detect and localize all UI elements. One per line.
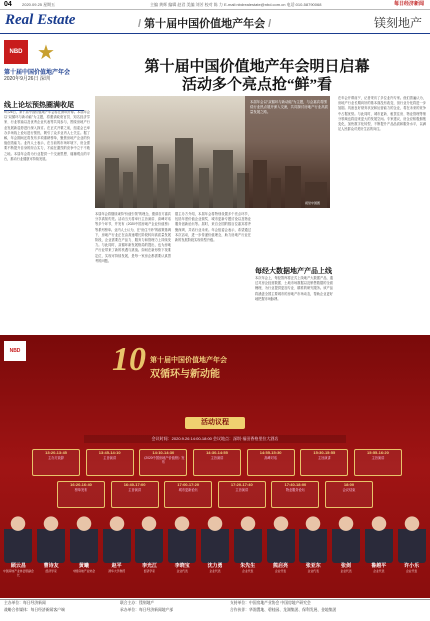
main-headline (92, 58, 422, 94)
speaker-lineup (2, 515, 428, 598)
tenth-anniversary-mark: 10 (112, 341, 146, 378)
staff-credits: 主编 黄辉 编辑 赵君 美编 刘芳 校对 陈 力 E-mail:nbdrealestate@nbd.com.cn 电话:010-58790068 (150, 2, 322, 7)
speaker-card: 许小乐 企业代表 (395, 515, 428, 598)
footer-partners: 合作伙伴：华润置地、碧桂园、龙湖集团、保利发展、金地集团 (230, 608, 337, 612)
speaker-card: 李晓宝 企业代表 (166, 515, 199, 598)
speaker-card: 张剑 企业代表 (330, 515, 363, 598)
banner-event-theme: 双循环与新动能 (150, 369, 220, 380)
banner-event-title: 第十届中国价值地产年会 (150, 357, 227, 364)
agenda-slot: 13:20-13:45 主办方致辞 (32, 449, 80, 476)
agenda-slot: 16:40-17:00 主旨演讲 (111, 481, 159, 508)
speaker-card: 熊启亮 企业代表 (264, 515, 297, 598)
speaker-card: 张亚东 企业代表 (297, 515, 330, 598)
agenda-slot: 17:20-17:40 主旨演讲 (218, 481, 266, 508)
speaker-photo (267, 515, 295, 563)
headline-line-2: 活动多个亮点抢“鲜”看 (181, 77, 332, 93)
column-2-body: 本届年会将继续秉持“价值引领”的理念，邀请各方嘉宾分享真知灼见。活动当天将举行主旨演讲、高峰对话等多个环节，并发布《2020中国房地产企业价值榜》等系列榜单。业内人士认为，在“房住不炒”的政策基调下，房地产行业正在由高速增长阶段转向高质量发展阶段，企业需要在产品力、服务力和管理力上持续发力。与此同时，双循环新发展格局的提出，也为房地产行业带来了新的机遇与挑战。如何在新形势下找准定位，实现可持续发展，是每一家房企都需要认真思考的问题。 (95, 212, 171, 263)
agenda-slot: 14:30-14:55 主旨演讲 (193, 449, 241, 476)
speaker-photo (365, 515, 393, 563)
speaker-photo (70, 515, 98, 563)
speaker-photo (234, 515, 262, 563)
agenda-slot: 15:30-15:55 主旨演讲 (300, 449, 348, 476)
agenda-slot: 17:40-18:00 物业服务论坛 (271, 481, 319, 508)
sponsor-footer (0, 599, 430, 621)
speaker-card: 鲁越平 企业代表 (362, 515, 395, 598)
footer-host: 主办单位：每日经济新闻 (4, 601, 46, 605)
column-1-title: 线上论坛预热圈满收尾 (4, 100, 84, 111)
agenda-slot: 14:10-14:30 《2020中国房地产价值榜》发布 (139, 449, 187, 476)
footer-organizer: 承办单位：每日经济新闻地产部 (120, 608, 174, 612)
agenda-slot: 16:20-16:40 榜单发布 (57, 481, 105, 508)
nbd-logo: NBD (4, 40, 28, 64)
agenda-row-1 (32, 449, 402, 476)
speaker-photo (332, 515, 360, 563)
column-3-body: 据主办方介绍，本届年会将特别设置多个亮点环节，包括年度价值企业颁奖、城市更新专题讨论以及物业服务创新论坛等。届时，来自全国的数百位嘉宾将齐聚深圳，共话行业未来。年会组委会表示，希望通过本次活动，进一步传递价值理念，助力房地产行业在新的发展阶段实现转型升级。 (175, 212, 251, 243)
column-1-body: 9月26日，第十届中国价值地产年会将在深圳开幕。本届年会以“双循环与新动能”为主题，将邀请政府官员、知名经济学家、行业领袖以及优秀企业代表等共同参与，围绕房地产行业发展新趋势进行深入探讨。在正式开幕之前，组委会已举办多场线上论坛进行预热，吸引了众多业内人士关注。据了解，年会期间还将发布多项重磅榜单，聚焦房地产企业的价值创造能力。业内人士表示，在当前的市场环境下，房企需要不断提升自身的综合实力，才能在激烈的竞争中立于不败之地。本届年会将为行业提供一个交流思想、碰撞观点的平台，推动行业健康可持续发展。 (4, 110, 90, 161)
speaker-card: 曹诗友 经济学家 (35, 515, 68, 598)
footer-support: 支持单位：中国房地产业协会 中国房地产研究会 (230, 601, 311, 605)
photo-caption: 本届年会以“双循环与新动能”为主题，与会嘉宾将围绕行业热点展开深入交流，共同探讨房地产行业高质量发展之路。 (250, 100, 328, 115)
agenda-slot: 13:45-14:10 主旨演讲 (86, 449, 134, 476)
speaker-photo (103, 515, 131, 563)
column-4-body: 在年会开幕前夕，记者采访了多位业内专家。他们普遍认为，房地产行业长期向好的基本面没有改变，但行业分化将进一步加剧。具备良好财务状况和运营能力的企业，将在未来的竞争中占据优势。与此同时，城市更新、租赁住房、物业管理等细分领域也将迎来更大的发展空间。专家建议，房企应积极拥抱变化，加快数字化转型，不断提升产品品质和服务水平，以满足人民群众对美好生活的向往。 (338, 96, 426, 132)
speaker-photo (4, 515, 32, 563)
speaker-card: 沈力勇 企业代表 (199, 515, 232, 598)
section-brand: 镁刻地产 (373, 16, 422, 30)
agenda-slot: 18:00 会议结束 (325, 481, 373, 508)
speaker-photo (201, 515, 229, 563)
photo-credit: 视觉中国图 (305, 201, 321, 205)
event-logo-block (4, 40, 74, 100)
footer-media: 战略合作媒体：每日经济新闻客户端 (4, 608, 65, 612)
headline-line-1: 第十届中国价值地产年会明日启幕 (144, 59, 370, 75)
speaker-photo (398, 515, 426, 563)
logo-event-date: 2020年9月26日 深圳 (4, 76, 50, 82)
logo-event-name: 第十届中国价值地产年会 (4, 70, 71, 76)
page-number: 04 (4, 1, 12, 8)
speaker-card: 黄曦 中国房地产业协会 (68, 515, 101, 598)
speaker-card: 朱先生 企业代表 (231, 515, 264, 598)
column-3-body-2: 本次年会上，每经智库将正式上线地产大数据产品，通过对房企经营数据、土地市场数据以及销售数据的全面梳理，为行业提供更加专业、精准的研究服务。该产品将涵盖全国主要城市的房地产市场动态，帮助企业更好地把握市场脉搏。 (255, 276, 333, 301)
agenda-slot: 17:00-17:20 城市更新论坛 (164, 481, 212, 508)
column-3-subtitle: 每经大数据地产产品上线 (255, 268, 332, 275)
agenda-slot: 14:55-15:30 高峰对话 (247, 449, 295, 476)
speaker-photo (299, 515, 327, 563)
section-title: Real Estate (5, 12, 76, 28)
award-star-icon: ★ (37, 42, 55, 64)
event-time-location: 会议时间：2020.9.26 14:00-18:00 会议地点：深圳·福田香格里拉大酒店 (84, 435, 346, 443)
speaker-card: 李光江 经济学家 (133, 515, 166, 598)
event-banner (0, 335, 430, 598)
agenda-row-2 (57, 481, 373, 508)
agenda-label: 活动议程 (185, 417, 245, 429)
footer-co-host: 联合主办：镁刻地产 (120, 601, 155, 605)
banner-nbd-logo: NBD (4, 341, 26, 361)
newspaper-brand: 每日经济新闻 (393, 1, 424, 7)
section-subtitle: / 第十届中国价值地产年会 / (138, 15, 271, 31)
speaker-photo (37, 515, 65, 563)
speaker-card: 赵平 清华大学教授 (100, 515, 133, 598)
speaker-photo (135, 515, 163, 563)
speaker-photo (168, 515, 196, 563)
speaker-card: 顾云昌 中国房地产业协会原副会长 (2, 515, 35, 598)
agenda-slot: 15:55-16:20 主旨演讲 (354, 449, 402, 476)
section-header (0, 9, 430, 34)
issue-date: 2020.09.25 星期五 (22, 2, 56, 7)
